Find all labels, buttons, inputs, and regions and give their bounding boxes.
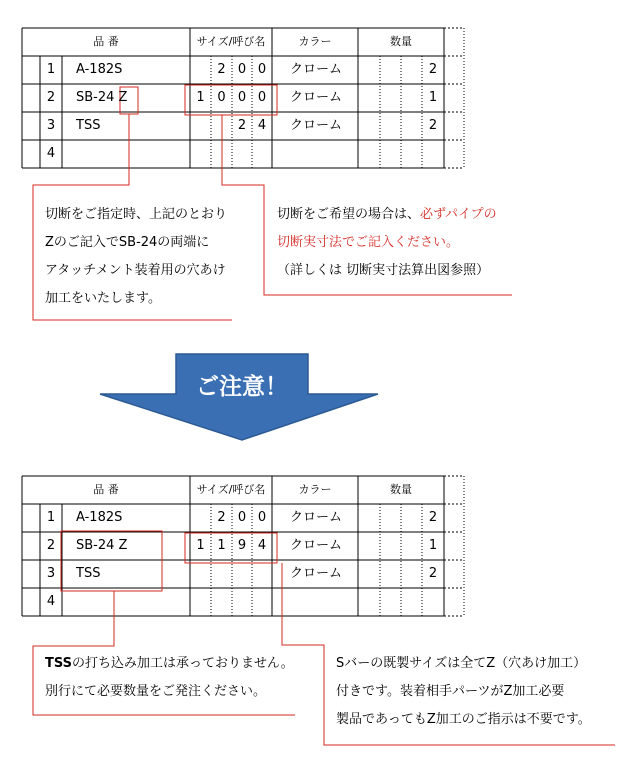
note-line: アタッチメント装着用の穴あけ (45, 263, 226, 278)
size-digit: 4 (257, 538, 267, 553)
note-emphasis: TSS (45, 656, 73, 671)
row-number: 3 (46, 566, 56, 581)
color-value: クローム (290, 566, 343, 581)
header-qty: 数量 (390, 35, 412, 48)
item-code: SB-24 Z (76, 90, 128, 105)
qty-value: 1 (428, 90, 438, 105)
note-line: （詳しくは 切断実寸法算出図参照） (277, 263, 490, 278)
size-digit: 0 (237, 62, 247, 77)
note-line: 切断をご指定時、上記のとおり (45, 207, 228, 222)
size-digit: 0 (257, 90, 267, 105)
size-digit: 0 (237, 90, 247, 105)
note-line: Sバーの既製サイズは全てZ（穴あけ加工） (336, 656, 587, 671)
qty-value: 2 (428, 510, 438, 525)
row-number: 1 (46, 62, 56, 77)
size-digit: 1 (196, 538, 205, 553)
item-code: TSS (76, 566, 101, 581)
note-line (45, 650, 294, 678)
note-line (277, 201, 497, 229)
item-code: A-182S (76, 62, 123, 77)
header-color: カラー (298, 483, 332, 496)
row-number: 2 (46, 90, 56, 105)
note-text: の打ち込み加工は承っておりません。 (72, 656, 294, 671)
qty-value: 1 (428, 538, 438, 553)
note-line: Zのご記入でSB-24の両端に (45, 235, 210, 250)
row-number: 3 (46, 118, 56, 133)
size-digit: 0 (217, 90, 226, 105)
note-warning-text: 必ずパイプの (420, 207, 497, 222)
qty-value: 2 (428, 566, 438, 581)
size-digit: 0 (257, 62, 267, 77)
size-digit: 2 (237, 118, 247, 133)
row-number: 4 (46, 146, 56, 161)
note-line: 加工をいたします。 (45, 291, 161, 306)
header-color: カラー (298, 35, 332, 48)
color-value: クローム (290, 510, 343, 525)
header-item: 品 番 (93, 483, 119, 496)
row-number: 4 (46, 594, 56, 609)
size-digit: 2 (217, 510, 226, 525)
header-size: サイズ/呼び名 (196, 483, 266, 496)
item-code: TSS (76, 118, 101, 133)
size-digit: 0 (257, 510, 267, 525)
caution-label: ご注意！ (196, 374, 288, 400)
header-qty: 数量 (390, 483, 412, 496)
size-digit: 4 (257, 118, 267, 133)
size-digit: 9 (237, 538, 247, 553)
color-value: クローム (290, 62, 343, 77)
header-size: サイズ/呼び名 (196, 35, 266, 48)
note-warning-text: 切断実寸法でご記入ください。 (277, 235, 460, 250)
arrow-label-box (176, 354, 308, 400)
item-code: SB-24 Z (76, 538, 128, 553)
row-number: 1 (46, 510, 56, 525)
note-text: 切断をご希望の場合は、 (277, 207, 421, 222)
qty-value: 2 (428, 62, 438, 77)
row-number: 2 (46, 538, 56, 553)
size-digit: 1 (196, 90, 205, 105)
size-digit: 2 (217, 62, 226, 77)
qty-value: 2 (428, 118, 438, 133)
color-value: クローム (290, 538, 343, 553)
color-value: クローム (290, 118, 343, 133)
note-line: 別行にて必要数量をご発注ください。 (45, 684, 267, 699)
item-code: A-182S (76, 510, 123, 525)
note-line: 製品であってもZ加工のご指示は不要です。 (336, 712, 591, 727)
size-digit: 1 (217, 538, 226, 553)
note-line: 付きです。装着相手パーツがZ加工必要 (336, 684, 565, 699)
size-digit: 0 (237, 510, 247, 525)
header-item: 品 番 (93, 35, 119, 48)
color-value: クローム (290, 90, 343, 105)
